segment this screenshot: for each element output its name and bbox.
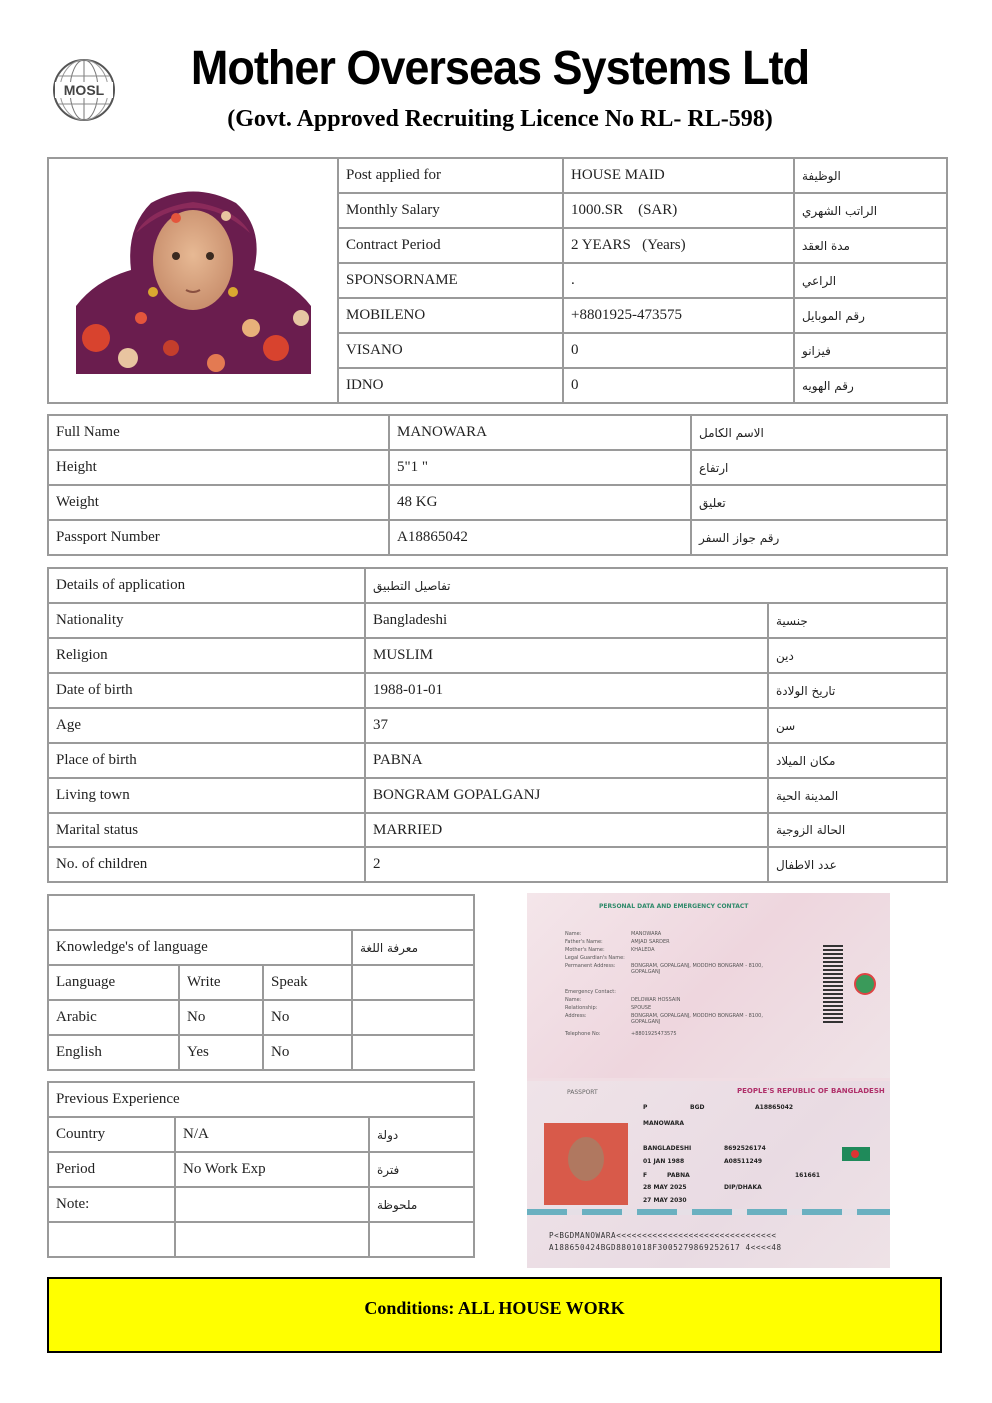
details-label: Marital status bbox=[48, 813, 365, 847]
passport-prev-no: A08511249 bbox=[724, 1158, 763, 1165]
languages-empty-header bbox=[48, 895, 474, 930]
passport-authority: DIP/DHAKA bbox=[724, 1184, 762, 1191]
personal-table bbox=[47, 414, 948, 556]
personal-value: MANOWARA bbox=[389, 415, 691, 450]
table-row bbox=[48, 158, 947, 193]
details-value: 1988-01-01 bbox=[365, 673, 768, 708]
empty-cell bbox=[175, 1222, 369, 1257]
passport-scan-image bbox=[527, 893, 890, 1268]
table-row bbox=[48, 415, 947, 450]
table-row bbox=[48, 638, 947, 673]
personal-label: Height bbox=[48, 450, 389, 485]
pp-value: MANOWARA bbox=[631, 931, 662, 937]
company-name: Mother Overseas Systems Ltd bbox=[190, 39, 810, 95]
languages-title-arabic: معرفة اللغة bbox=[352, 930, 474, 965]
job-arabic: رقم الموبايل bbox=[794, 298, 947, 333]
personal-arabic: تعليق bbox=[691, 485, 947, 520]
job-value: 0 bbox=[563, 333, 794, 368]
details-label: Living town bbox=[48, 778, 365, 813]
table-row bbox=[48, 847, 947, 882]
job-label: MOBILENO bbox=[338, 298, 563, 333]
conditions-text: Conditions: ALL HOUSE WORK bbox=[364, 1297, 625, 1318]
pp-label: Mother's Name: bbox=[565, 947, 605, 953]
table-row bbox=[48, 743, 947, 778]
passport-expiry-date: 27 MAY 2030 bbox=[643, 1197, 687, 1204]
pp-label: Relationship: bbox=[565, 1005, 598, 1011]
language-speak: No bbox=[263, 1035, 352, 1070]
mrz-line-1: P<BGDMANOWARA<<<<<<<<<<<<<<<<<<<<<<<<<<<<<<< bbox=[549, 1231, 777, 1240]
table-row bbox=[48, 1035, 474, 1070]
details-value: MARRIED bbox=[365, 813, 768, 847]
table-row bbox=[48, 603, 947, 638]
details-table bbox=[47, 567, 948, 883]
column-header-language: Language bbox=[48, 965, 179, 1000]
details-value: Bangladeshi bbox=[365, 603, 768, 638]
pp-value: AMJAD SARDER bbox=[631, 939, 670, 945]
job-arabic: الراتب الشهري bbox=[794, 193, 947, 228]
experience-value bbox=[175, 1187, 369, 1222]
language-write: Yes bbox=[179, 1035, 263, 1070]
job-label: VISANO bbox=[338, 333, 563, 368]
job-label: Post applied for bbox=[338, 158, 563, 193]
details-arabic: عدد الاطفال bbox=[768, 847, 947, 882]
details-label: No. of children bbox=[48, 847, 365, 882]
personal-label: Weight bbox=[48, 485, 389, 520]
table-row bbox=[48, 1187, 474, 1222]
languages-table bbox=[47, 894, 475, 1071]
barcode-icon bbox=[823, 945, 843, 1025]
details-label: Religion bbox=[48, 638, 365, 673]
language-speak: No bbox=[263, 1000, 352, 1035]
table-row bbox=[48, 1082, 474, 1117]
experience-table bbox=[47, 1081, 475, 1258]
details-arabic: دين bbox=[768, 638, 947, 673]
pp-value: BONGRAM, GOPALGANJ, MODDHO BONGRAM - 8100, GOPALGANJ bbox=[631, 1013, 763, 1025]
job-arabic: مدة العقد bbox=[794, 228, 947, 263]
table-row bbox=[48, 1222, 474, 1257]
passport-personal-no: 8692526174 bbox=[724, 1145, 766, 1152]
job-arabic: الراعي bbox=[794, 263, 947, 298]
job-info-table bbox=[47, 157, 948, 404]
table-row bbox=[48, 520, 947, 555]
pp-value: +8801925473575 bbox=[631, 1031, 677, 1037]
table-row bbox=[48, 895, 474, 930]
passport-sex: F bbox=[643, 1172, 648, 1179]
job-label: Contract Period bbox=[338, 228, 563, 263]
experience-label: Period bbox=[48, 1152, 175, 1187]
pp-label: Legal Guardian's Name: bbox=[565, 955, 625, 961]
table-row bbox=[48, 965, 474, 1000]
details-label: Nationality bbox=[48, 603, 365, 638]
pp-label: Name: bbox=[565, 997, 582, 1003]
column-header-speak: Speak bbox=[263, 965, 352, 1000]
experience-arabic: فترة bbox=[369, 1152, 474, 1187]
details-value: MUSLIM bbox=[365, 638, 768, 673]
passport-nationality: BANGLADESHI bbox=[643, 1145, 692, 1152]
candidate-photo bbox=[76, 188, 311, 374]
personal-value: 5"1 " bbox=[389, 450, 691, 485]
passport-dob: 01 JAN 1988 bbox=[643, 1158, 685, 1165]
details-value: 37 bbox=[365, 708, 768, 743]
personal-arabic: ارتفاع bbox=[691, 450, 947, 485]
table-row bbox=[48, 778, 947, 813]
mrz-line-2: A188650424BGD8801018F3005279869252617 4<<<<48 bbox=[549, 1243, 782, 1252]
experience-arabic: ملحوظة bbox=[369, 1187, 474, 1222]
details-arabic: المدينة الحية bbox=[768, 778, 947, 813]
details-header-arabic-text: تفاصيل التطبيق bbox=[373, 578, 451, 593]
pp-label: Emergency Contact: bbox=[565, 989, 616, 995]
passport-country: PEOPLE'S REPUBLIC OF BANGLADESH bbox=[737, 1087, 885, 1095]
empty-cell bbox=[48, 1222, 175, 1257]
pp-label: Father's Name: bbox=[565, 939, 603, 945]
job-value: 1000.SR (SAR) bbox=[563, 193, 794, 228]
empty-cell bbox=[352, 965, 474, 1000]
details-label: Date of birth bbox=[48, 673, 365, 708]
personal-value: 48 KG bbox=[389, 485, 691, 520]
column-header-write: Write bbox=[179, 965, 263, 1000]
language-write: No bbox=[179, 1000, 263, 1035]
personal-arabic: رقم جواز السفر bbox=[691, 520, 947, 555]
job-label: Monthly Salary bbox=[338, 193, 563, 228]
passport-issue-date: 28 MAY 2025 bbox=[643, 1184, 687, 1191]
table-row bbox=[48, 813, 947, 847]
table-row bbox=[48, 673, 947, 708]
language-name: English bbox=[48, 1035, 179, 1070]
passport-photo-page bbox=[527, 1081, 890, 1268]
details-arabic: مكان الميلاد bbox=[768, 743, 947, 778]
details-arabic: جنسية bbox=[768, 603, 947, 638]
experience-title: Previous Experience bbox=[48, 1082, 474, 1117]
table-row bbox=[48, 450, 947, 485]
empty-cell bbox=[369, 1222, 474, 1257]
passport-number: A18865042 bbox=[755, 1104, 794, 1111]
details-arabic: الحالة الزوجية bbox=[768, 813, 947, 847]
details-value: BONGRAM GOPALGANJ bbox=[365, 778, 768, 813]
passport-surname: MANOWARA bbox=[643, 1120, 684, 1127]
passport-holder-photo bbox=[544, 1123, 628, 1205]
empty-cell bbox=[352, 1035, 474, 1070]
personal-label: Full Name bbox=[48, 415, 389, 450]
pp-label: Telephone No: bbox=[565, 1031, 601, 1037]
job-arabic: الوظيفة bbox=[794, 158, 947, 193]
table-row bbox=[48, 930, 474, 965]
table-row bbox=[48, 708, 947, 743]
security-strip bbox=[527, 1209, 890, 1215]
details-value: 2 bbox=[365, 847, 768, 882]
details-header-label: Details of application bbox=[48, 568, 365, 603]
job-value: HOUSE MAID bbox=[563, 158, 794, 193]
experience-label: Country bbox=[48, 1117, 175, 1152]
table-row bbox=[48, 485, 947, 520]
candidate-photo-cell bbox=[48, 158, 338, 403]
emblem-icon bbox=[854, 973, 876, 995]
passport-extra-no: 161661 bbox=[795, 1172, 821, 1179]
logo-text: MOSL bbox=[63, 82, 105, 98]
experience-arabic: دولة bbox=[369, 1117, 474, 1152]
job-label: SPONSORNAME bbox=[338, 263, 563, 298]
pp-label: Name: bbox=[565, 931, 582, 937]
job-value: 0 bbox=[563, 368, 794, 403]
company-logo bbox=[52, 58, 116, 122]
table-row bbox=[48, 568, 947, 603]
details-header-arabic bbox=[365, 568, 947, 603]
pp-value: KHALEDA bbox=[631, 947, 655, 953]
pp-value: DELOWAR HOSSAIN bbox=[631, 997, 681, 1003]
languages-title: Knowledge's of language bbox=[48, 930, 352, 965]
job-value: +8801925-473575 bbox=[563, 298, 794, 333]
passport-country-code: BGD bbox=[690, 1104, 705, 1111]
details-arabic: تاريخ الولادة bbox=[768, 673, 947, 708]
job-label: IDNO bbox=[338, 368, 563, 403]
table-row bbox=[48, 1117, 474, 1152]
passport-data-page bbox=[527, 893, 890, 1078]
pp-value: SPOUSE bbox=[631, 1005, 652, 1011]
pp-label: Permanent Address: bbox=[565, 963, 616, 969]
table-row bbox=[48, 1152, 474, 1187]
pp-value: BONGRAM, GOPALGANJ, MODDHO BONGRAM - 8100, GOPALGANJ bbox=[631, 963, 763, 975]
personal-value: A18865042 bbox=[389, 520, 691, 555]
job-arabic: رقم الهويه bbox=[794, 368, 947, 403]
details-label: Place of birth bbox=[48, 743, 365, 778]
flag-icon bbox=[842, 1147, 870, 1161]
job-value: 2 YEARS (Years) bbox=[563, 228, 794, 263]
personal-label: Passport Number bbox=[48, 520, 389, 555]
passport-page1-heading: PERSONAL DATA AND EMERGENCY CONTACT bbox=[599, 903, 749, 910]
licence-line: (Govt. Approved Recruiting Licence No RL- RL-598) bbox=[227, 106, 773, 132]
experience-value: N/A bbox=[175, 1117, 369, 1152]
details-label: Age bbox=[48, 708, 365, 743]
experience-label: Note: bbox=[48, 1187, 175, 1222]
personal-arabic: الاسم الكامل bbox=[691, 415, 947, 450]
experience-value: No Work Exp bbox=[175, 1152, 369, 1187]
empty-cell bbox=[352, 1000, 474, 1035]
passport-title: PASSPORT bbox=[567, 1089, 598, 1096]
passport-type: P bbox=[643, 1104, 648, 1111]
details-value: PABNA bbox=[365, 743, 768, 778]
job-value: . bbox=[563, 263, 794, 298]
table-row bbox=[48, 1000, 474, 1035]
language-name: Arabic bbox=[48, 1000, 179, 1035]
passport-place-of-birth: PABNA bbox=[667, 1172, 690, 1179]
pp-label: Address: bbox=[565, 1013, 587, 1019]
job-arabic: فيزانو bbox=[794, 333, 947, 368]
details-arabic: سن bbox=[768, 708, 947, 743]
conditions-box bbox=[47, 1277, 942, 1353]
